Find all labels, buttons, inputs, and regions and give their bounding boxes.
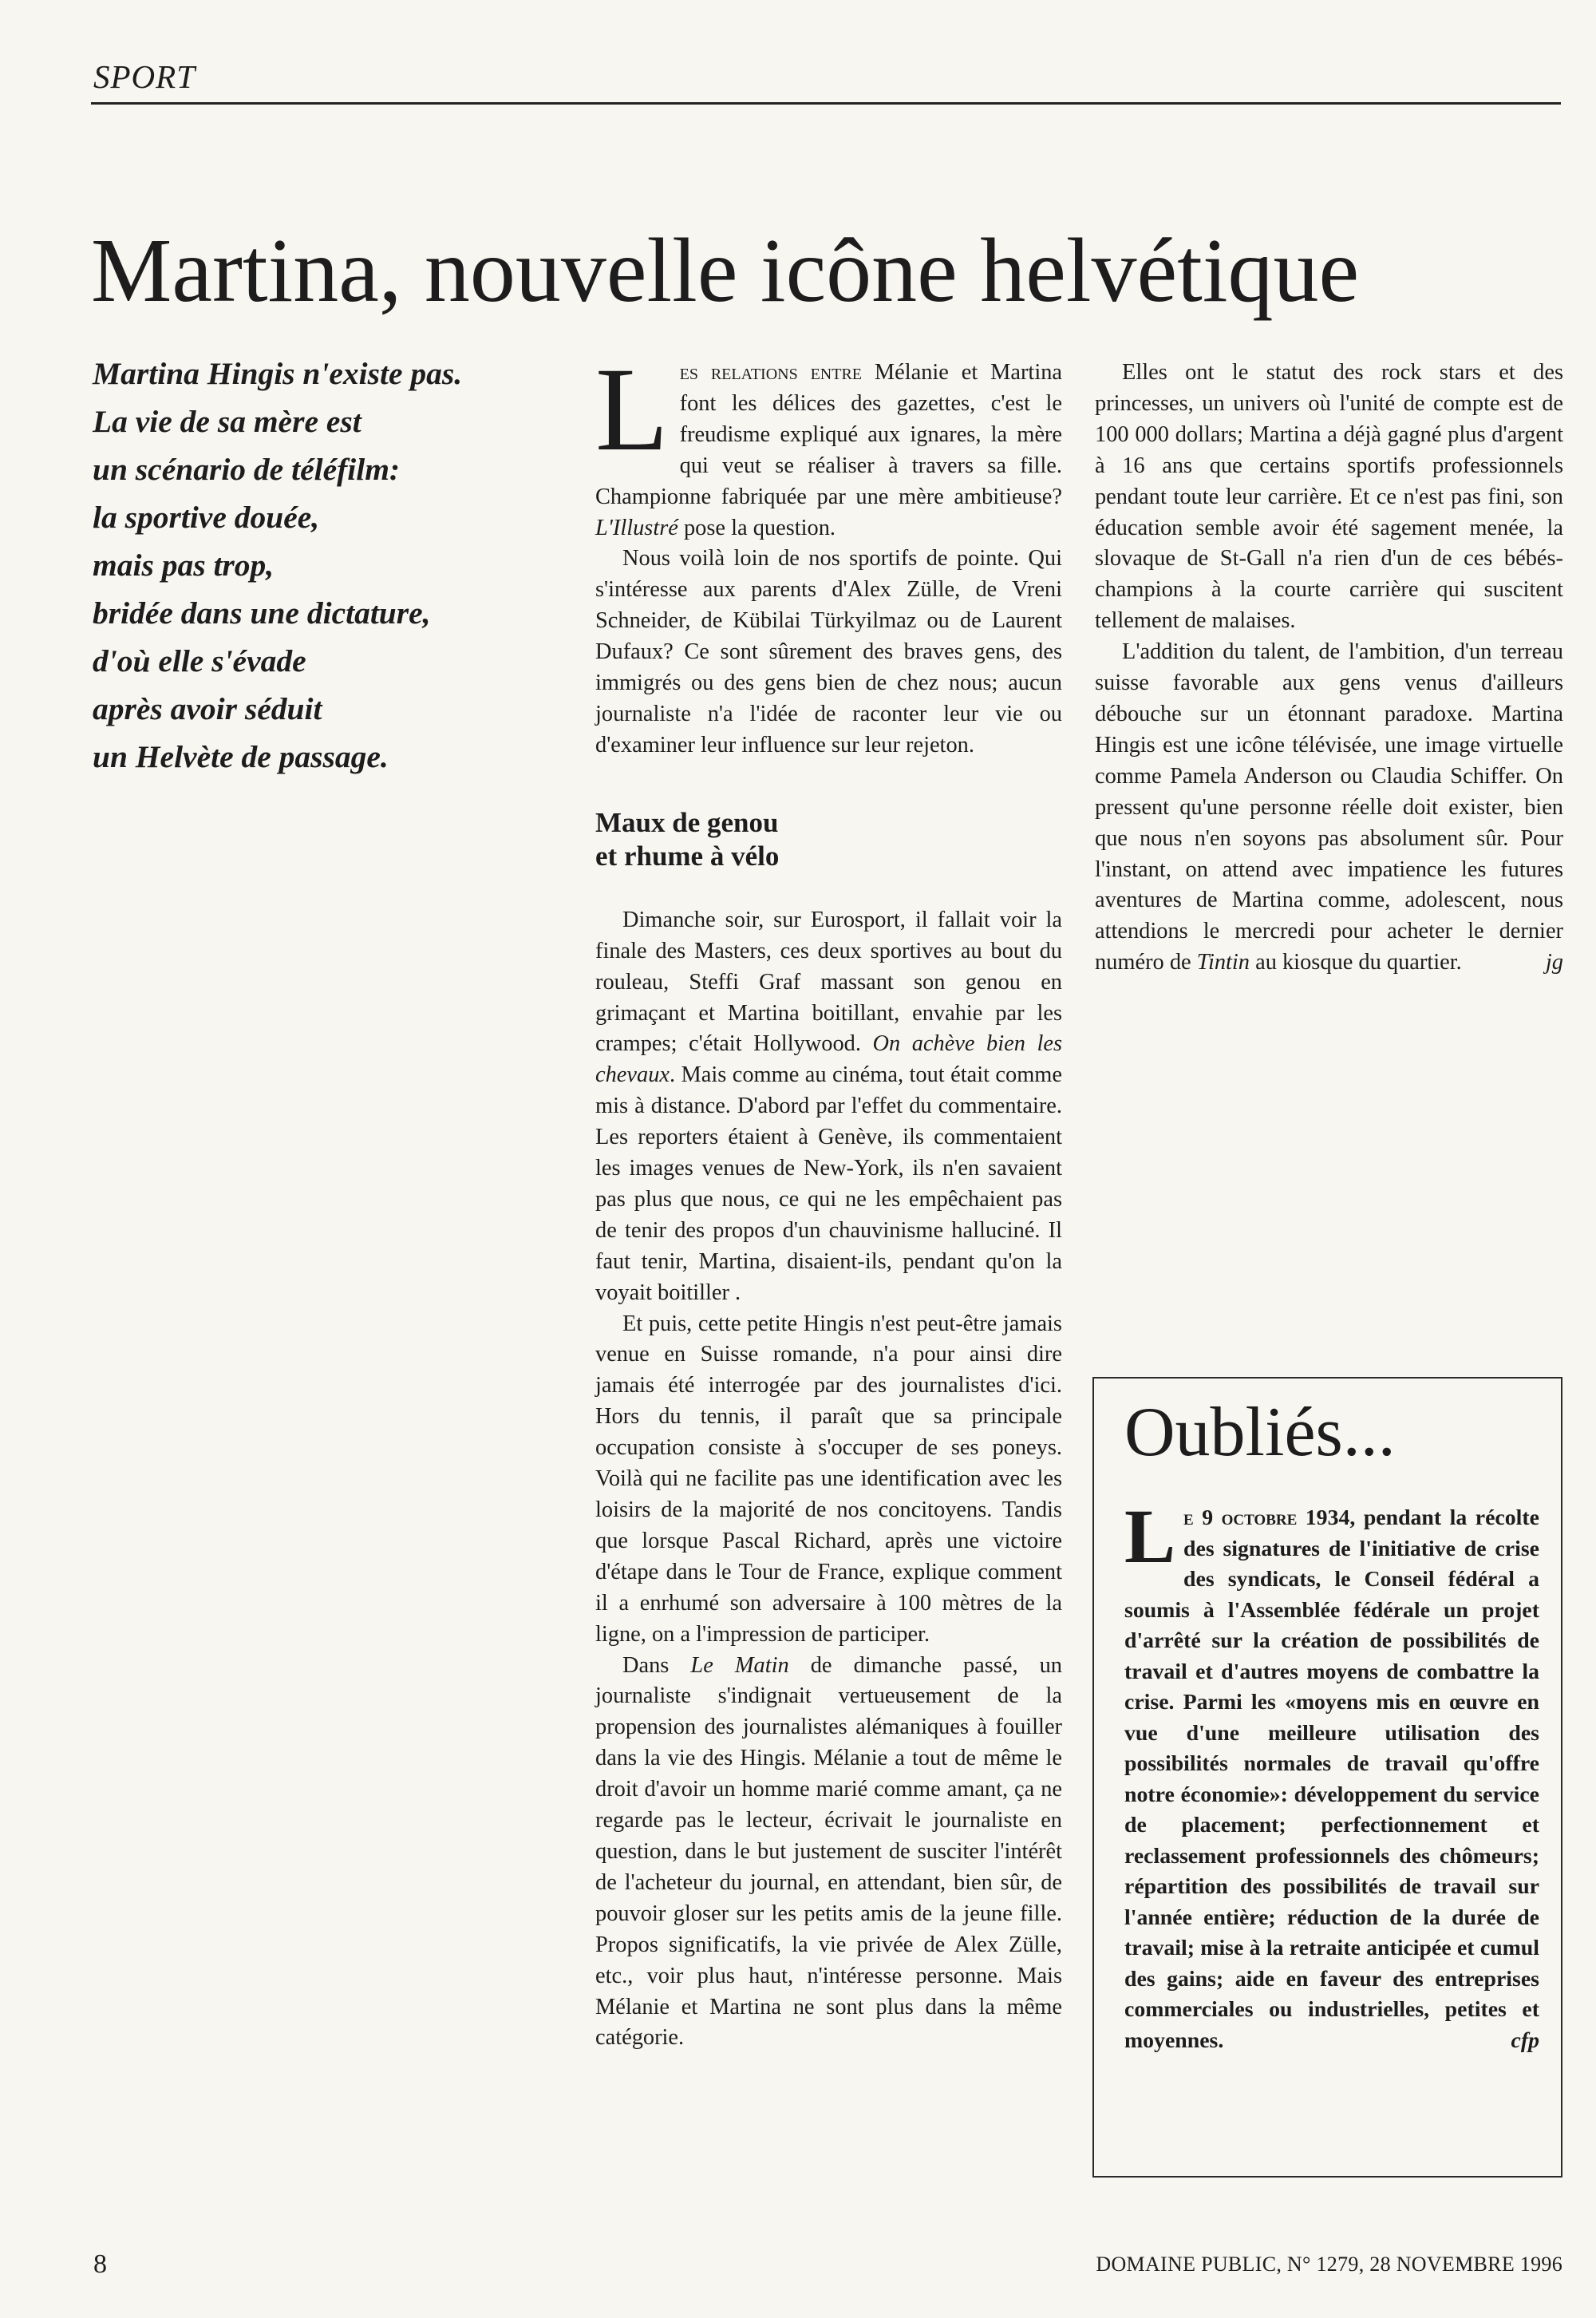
article-paragraph: Dimanche soir, sur Eurosport, il fallait voir la finale des Masters, ces deux sportives au bout du rouleau, Steffi Graf massant son genou en grimaçant et Martina boitillant, envahie par les crampes; c'était Hollywood. On achève bien les chevaux. Mais comme au cinéma, tout était comme mis à distance. D'abord par l'effet du commentaire. Les reporters étaient à Genève, ils commentaient les images venues de New-York, ils n'en savaient pas plus que nous, ce qui ne les empêchaient pas de tenir des propos d'un chauvinisme halluciné. Il faut tenir, Martina, disaient-ils, pendant qu'on la voyait boitiller . xyxy=(595,907,1062,1305)
article-paragraph: Et puis, cette petite Hingis n'est peut-être jamais venue en Suisse romande, n'a pour ainsi dire jamais été interrogée par des journalistes d'ici. Hors du tennis, il paraît que sa principale occupation consiste à s'occuper de ses poneys. Voilà qui ne facilite pas une identification avec les loisirs de la majorité de nos concitoyens. Tandis que lorsque Pascal Richard, après une victoire d'étape dans le Tour de France, explique comment il a enrhumé son adversaire à 100 mètres de la ligne, on a l'impression de participer. xyxy=(595,1311,1062,1647)
intro-line: un Helvète de passage. xyxy=(93,739,389,774)
article-paragraph: Les relations entre Mélanie et Martina font les délices des gazettes, c'est le freudisme expliqué aux ignares, la mère qui veut se réaliser à travers sa fille. Championne fabriquée par une mère ambitieuse? L'Illustré pose la question. xyxy=(595,343,1062,540)
drop-cap: L xyxy=(595,343,669,476)
intro-line: bridée dans une dictature, xyxy=(93,595,431,631)
intro-lede xyxy=(93,350,571,781)
article-paragraph: Elles ont le statut des rock stars et des princesses, un univers où l'unité de compte est de 100 000 dollars; Martina a déjà gagné plus d'argent à 16 ans que certains sportifs professionnels pendant toute leur carrière. Et ce n'est pas fini, son éducation semble avoir été sagement menée, la slovaque de St-Gall n'a rien d'un de ces bébés-champions à la courte carrière qui suscitent tellement de malaises. xyxy=(1095,360,1563,634)
intro-line: un scénario de téléfilm: xyxy=(93,452,401,487)
article-paragraph: Nous voilà loin de nos sportifs de pointe. Qui s'intéresse aux parents d'Alex Zülle, de Vreni Schneider, de Kübilai Türkyilmaz ou de Laurent Dufaux? Ce sont sûrement des braves gens, des immigrés ou des gens bien de chez nous; aucun journaliste n'a l'idée de raconter leur vie ou d'examiner leur influence sur leur rejeton. xyxy=(595,546,1062,758)
sidebar-text: Le 9 octobre 1934, pendant la récolte des signatures de l'initiative de crise des syndicats, le Conseil fédéral a soumis à l'Assemblée fédérale un projet d'arrêté sur la création de possibilités de travail et d'autres moyens de combattre la crise. Parmi les «moyens mis en œuvre en vue d'une meilleure utilisation des possibilités normales de travail qu'offre notre économie»: développement du service de placement; perfectionnement et reclassement professionnels des chômeurs; répartition des possibilités de travail sur l'année entière; réduction de la durée de travail; mise à la retraite anticipée et cumul des gains; aide en faveur des entreprises commerciales ou industrielles, petites et moyennes. cfp xyxy=(1124,1503,1539,2056)
section-label: SPORT xyxy=(93,58,196,95)
drop-cap: L xyxy=(1124,1493,1176,1579)
article-column-2 xyxy=(1095,358,1563,979)
sidebar-title: Oubliés... xyxy=(1124,1394,1396,1471)
sidebar-box xyxy=(1092,1377,1562,2178)
sidebar-signature: cfp xyxy=(1511,2027,1539,2053)
intro-line: mais pas trop, xyxy=(93,548,275,583)
publication-footer: DOMAINE PUBLIC, N° 1279, 28 NOVEMBRE 1996 xyxy=(1096,2253,1562,2276)
article-title: Martina, nouvelle icône helvétique xyxy=(91,220,1360,322)
article-paragraph: L'addition du talent, de l'ambition, d'un terreau suisse favorable aux gens venus d'ailleurs débouche sur un étonnant paradoxe. Martina Hingis est une icône télévisée, une image virtuelle comme Pamela Anderson ou Claudia Schiffer. On pressent qu'une personne réelle doit exister, bien que nous n'en soyons pas absolument sûr. Pour l'instant, on attend avec impatience les futures aventures de Martina comme, adolescent, nous attendions le mercredi pour acheter le dernier numéro de Tintin au kiosque du quartier. jg xyxy=(1095,637,1563,979)
intro-line: Martina Hingis n'existe pas. xyxy=(93,356,463,391)
intro-line: La vie de sa mère est xyxy=(93,404,361,439)
subheading: Maux de genou et rhume à vélo xyxy=(595,806,780,872)
intro-line: après avoir séduit xyxy=(93,691,322,726)
intro-line: d'où elle s'évade xyxy=(93,643,306,678)
author-signature: jg xyxy=(1545,950,1563,975)
article-paragraph: Dans Le Matin de dimanche passé, un journaliste s'indignait vertueusement de la propension des journalistes alémaniques à fouiller dans la vie des Hingis. Mélanie a tout de même le droit d'avoir un homme marié comme amant, ça ne regarde pas le lecteur, écrivait le journaliste en question, dans le but justement de susciter l'intérêt de l'acheteur du journal, en attendant, bien sûr, de pouvoir gloser sur les petits amis de la jeune fille. Propos significatifs, la vie privée de Alex Zülle, etc., voir plus haut, n'intéresse personne. Mais Mélanie et Martina ne sont plus dans la même catégorie. xyxy=(595,1652,1063,2051)
intro-line: la sportive douée, xyxy=(93,500,320,535)
article-column-1 xyxy=(595,343,1063,2054)
header-rule xyxy=(91,102,1561,105)
page-number: 8 xyxy=(93,2249,107,2279)
